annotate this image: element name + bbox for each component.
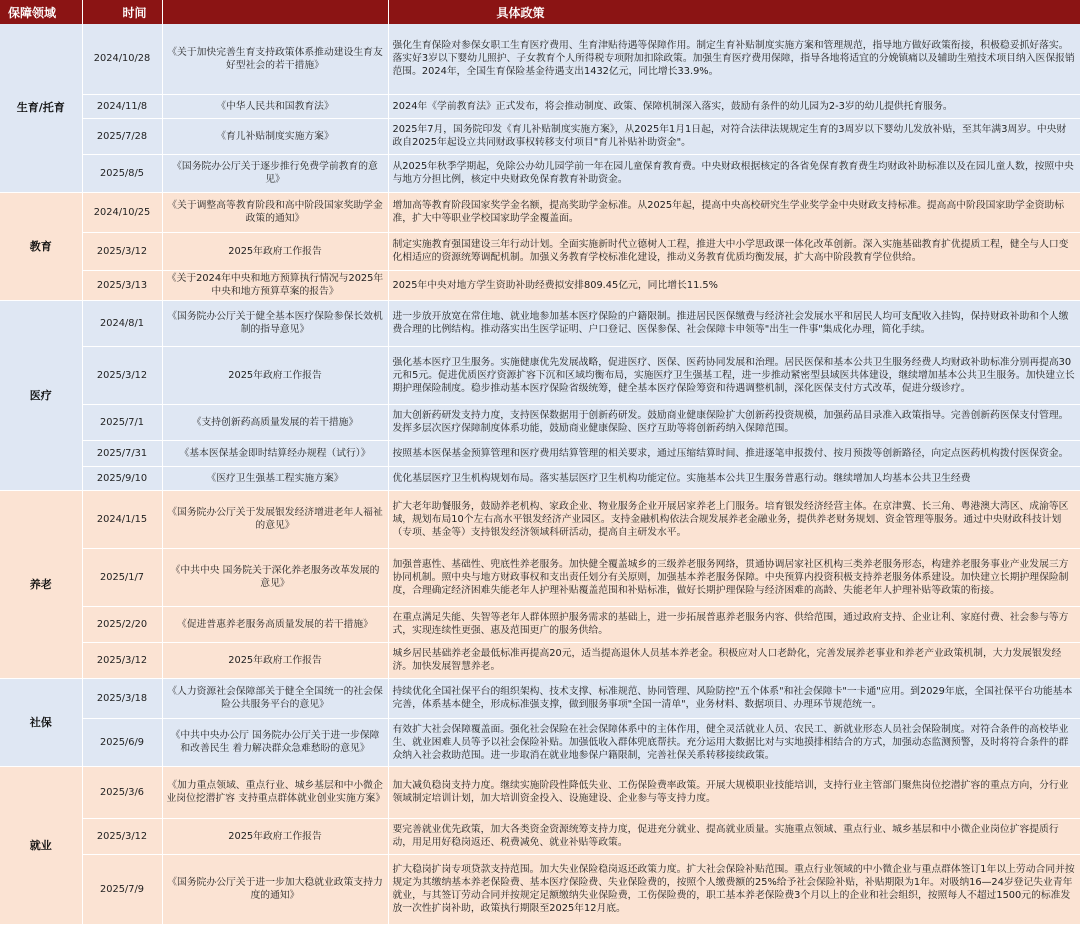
table-row [0, 678, 1080, 718]
document-cell: 《人力资源社会保障部关于健全全国统一的社会保险公共服务平台的意见》 [162, 678, 388, 718]
date-cell: 2024/10/25 [82, 192, 162, 232]
date-cell: 2024/1/15 [82, 490, 162, 548]
table-row [0, 466, 1080, 490]
date-cell: 2025/3/13 [82, 270, 162, 300]
table-row [0, 94, 1080, 118]
table-row [0, 642, 1080, 678]
document-cell: 《加力重点领域、重点行业、城乡基层和中小微企业岗位挖潜扩容 支持重点群体就业创业实施方案》 [162, 766, 388, 818]
policy-cell: 加强普惠性、基础性、兜底性养老服务。加快健全覆盖城乡的三级养老服务网络，贯通协调居家社区机构三类养老服务形态，构建养老服务事业产业发展三方协同机制。照中央与地方财政事权和支出责任划分有关原则，加强基本养老服务保障。中央预算内投资积极支持养老服务体系建设。加快建立长期护理保险制度，合理确定经济困难失能老年人护理补贴覆盖范围和补贴标准，做好长期护理保险与经济困难的高龄、失能老年人护理补贴等政策的衔接。 [388, 548, 1080, 606]
document-cell: 《国务院办公厅关于进一步加大稳就业政策支持力度的通知》 [162, 854, 388, 924]
date-cell: 2025/3/18 [82, 678, 162, 718]
table-row [0, 718, 1080, 766]
table-row [0, 490, 1080, 548]
document-cell: 《促进普惠养老服务高质量发展的若干措施》 [162, 606, 388, 642]
domain-cell: 养老 [0, 490, 82, 678]
table-row [0, 766, 1080, 818]
domain-cell: 社保 [0, 678, 82, 766]
date-cell: 2025/7/9 [82, 854, 162, 924]
table-row [0, 606, 1080, 642]
policy-cell: 加大创新药研发支持力度，支持医保数据用于创新药研发。鼓励商业健康保险扩大创新药投资规模，加强药品目录准入政策指导。完善创新药医保支付管理。发挥多层次医疗保障制度体系功能，鼓励商业健康保险、医疗互助等将创新药纳入保障范围。 [388, 404, 1080, 440]
policy-cell: 扩大老年助餐服务，鼓励养老机构、家政企业、物业服务企业开展居家养老上门服务。培育银发经济经营主体。在京津冀、长三角、粤港澳大湾区、成渝等区域，规划布局10个左右高水平银发经济产业园区。支持金融机构依法合规发展养老金融业务，提供养老财务规划、资金管理等服务。通过中央财政科技计划（专项、基金等）支持银发经济领域科研活动，提高自主研发水平。 [388, 490, 1080, 548]
table-row [0, 346, 1080, 404]
domain-cell: 医疗 [0, 300, 82, 490]
date-cell: 2024/11/8 [82, 94, 162, 118]
table-header [0, 0, 1080, 24]
document-cell: 《国务院办公厅关于发展银发经济增进老年人福祉的意见》 [162, 490, 388, 548]
table-row [0, 548, 1080, 606]
date-cell: 2025/1/7 [82, 548, 162, 606]
date-cell: 2025/3/6 [82, 766, 162, 818]
date-cell: 2025/2/20 [82, 606, 162, 642]
policy-cell: 进一步放开放宽在常住地、就业地参加基本医疗保险的户籍限制。推进居民医保缴费与经济社会发展水平和居民人均可支配收入挂钩，保持财政补助和个人缴费合理的比例结构。推动落实出生医学证明、户口登记、医保参保、社会保障卡申领等"出生一件事"集成化办理，简化手续。 [388, 300, 1080, 346]
date-cell: 2025/9/10 [82, 466, 162, 490]
policy-cell: 2025年7月，国务院印发《育儿补贴制度实施方案》，从2025年1月1日起，对符合法律法规规定生育的3周岁以下婴幼儿发放补贴，至其年满3周岁。中央财政自2025年起设立共同财政事权转移支付项目"育儿补贴补助资金"。 [388, 118, 1080, 154]
table-row [0, 440, 1080, 466]
policy-cell: 有效扩大社会保障覆盖面。强化社会保险在社会保障体系中的主体作用，健全灵活就业人员、农民工、新就业形态人员社会保险制度。对符合条件的高校毕业生、就业困难人员等予以社会保险补贴。加强低收入群体兜底帮扶。充分运用大数据比对与实地摸排相结合的方式，加强动态监测预警，及时将符合条件的群众纳入社会救助范围。进一步取消在就业地参保户籍限制，完善社保关系转移接续政策。 [388, 718, 1080, 766]
table-row [0, 192, 1080, 232]
header-date: 时间 [82, 0, 162, 24]
date-cell: 2025/3/12 [82, 232, 162, 270]
table-row [0, 154, 1080, 192]
document-cell: 2025年政府工作报告 [162, 642, 388, 678]
table-row [0, 232, 1080, 270]
policy-cell: 强化生育保险对参保女职工生育医疗费用、生育津贴待遇等保障作用。制定生育补贴制度实施方案和管理规范，指导地方做好政策衔接，积极稳妥抓好落实。落实好3岁以下婴幼儿照护、子女教育个人所得税专项附加扣除政策。加强生育医疗费用保障，指导各地将适宜的分娩镇痛以及辅助生殖技术项目纳入医保报销范围。2024年，全国生育保险基金待遇支出1432亿元，同比增长33.9%。 [388, 24, 1080, 94]
policy-cell: 2025年中央对地方学生资助补助经费拟安排809.45亿元，同比增长11.5% [388, 270, 1080, 300]
document-cell: 2025年政府工作报告 [162, 346, 388, 404]
date-cell: 2025/3/12 [82, 818, 162, 854]
table-row [0, 270, 1080, 300]
document-cell: 2025年政府工作报告 [162, 232, 388, 270]
header-policy: 具体政策 [388, 0, 1080, 24]
date-cell: 2025/7/31 [82, 440, 162, 466]
date-cell: 2024/10/28 [82, 24, 162, 94]
policy-cell: 制定实施教育强国建设三年行动计划。全面实施新时代立德树人工程，推进大中小学思政课一体化改革创新。深入实施基础教育扩优提质工程，健全与人口变化相适应的资源统筹调配机制。加强义务教育学校标准化建设，推动义务教育优质均衡发展，扩大高中阶段教育学位供给。 [388, 232, 1080, 270]
domain-cell: 教育 [0, 192, 82, 300]
table-row [0, 118, 1080, 154]
document-cell: 《中共中央办公厅 国务院办公厅关于进一步保障和改善民生 着力解决群众急难愁盼的意见》 [162, 718, 388, 766]
document-cell: 《中共中央 国务院关于深化养老服务改革发展的意见》 [162, 548, 388, 606]
policy-cell: 按照基本医保基金预算管理和医疗费用结算管理的相关要求，通过压缩结算时间、推进逐笔申报拨付、按月预拨等创新路径，向定点医药机构拨付医保资金。 [388, 440, 1080, 466]
table-row [0, 24, 1080, 94]
policy-cell: 加大减负稳岗支持力度。继续实施阶段性降低失业、工伤保险费率政策。开展大规模职业技能培训，支持行业主管部门聚焦岗位挖潜扩容的重点方向，分行业领域制定培训计划，加大培训资金投入、设施建设、企业参与等支持力度。 [388, 766, 1080, 818]
table-row [0, 300, 1080, 346]
date-cell: 2025/7/1 [82, 404, 162, 440]
date-cell: 2025/8/5 [82, 154, 162, 192]
table-row [0, 818, 1080, 854]
document-cell: 《国务院办公厅关于健全基本医疗保险参保长效机制的指导意见》 [162, 300, 388, 346]
date-cell: 2025/3/12 [82, 346, 162, 404]
header-domain: 保障领域 [0, 0, 82, 24]
date-cell: 2025/6/9 [82, 718, 162, 766]
policy-cell: 要完善就业优先政策，加大各类资金资源统筹支持力度，促进充分就业、提高就业质量。实施重点领域、重点行业、城乡基层和中小微企业岗位扩容提质行动，用足用好稳岗返还、税费减免、就业补贴等政策。 [388, 818, 1080, 854]
policy-cell: 强化基本医疗卫生服务。实施健康优先发展战略，促进医疗、医保、医药协同发展和治理。居民医保和基本公共卫生服务经费人均财政补助标准分别再提高30元和5元。促进优质医疗资源扩容下沉和区域均衡布局，实施医疗卫生强基工程，进一步推动紧密型县域医共体建设，继续增加基本公共卫生服务。加快建立长期护理保险制度。稳步推动基本医疗保险省级统筹，健全基本医疗保险筹资和待遇调整机制，深化医保支付方式改革，促进分级诊疗。 [388, 346, 1080, 404]
document-cell: 《育儿补贴制度实施方案》 [162, 118, 388, 154]
table-body [0, 24, 1080, 924]
policy-cell: 持续优化全国社保平台的组织架构、技术支撑、标准规范、协同管理、风险防控"五个体系"和社会保障卡"一卡通"应用。到2029年底，全国社保平台功能基本完善，体系基本健全，形成标准强支撑，做到服务事项"全国一清单"，业务材料、数据项目、办理环节规范统一。 [388, 678, 1080, 718]
date-cell: 2025/3/12 [82, 642, 162, 678]
table-row [0, 404, 1080, 440]
policy-cell: 优化基层医疗卫生机构规划布局。落实基层医疗卫生机构功能定位。实施基本公共卫生服务普惠行动。继续增加人均基本公共卫生经费 [388, 466, 1080, 490]
policy-cell: 城乡居民基础养老金最低标准再提高20元，适当提高退休人员基本养老金。积极应对人口老龄化，完善发展养老事业和养老产业政策机制，大力发展银发经济。加快发展智慧养老。 [388, 642, 1080, 678]
date-cell: 2025/7/28 [82, 118, 162, 154]
policy-cell: 在重点满足失能、失智等老年人群体照护服务需求的基础上，进一步拓展普惠养老服务内容、供给范围，通过政府支持、企业让利、家庭付费、社会参与等方式，实现连续性更强、惠及范围更广的服务供给。 [388, 606, 1080, 642]
policy-cell: 从2025年秋季学期起，免除公办幼儿园学前一年在园儿童保育教育费。中央财政根据核定的各省免保育教育费生均财政补助标准以及在园儿童人数，按照中央与地方分担比例，核定中央财政免保育教育补助资金。 [388, 154, 1080, 192]
document-cell: 《关于2024年中央和地方预算执行情况与2025年中央和地方预算草案的报告》 [162, 270, 388, 300]
date-cell: 2024/8/1 [82, 300, 162, 346]
domain-cell: 生育/托育 [0, 24, 82, 192]
document-cell: 《关于加快完善生育支持政策体系推动建设生育友好型社会的若干措施》 [162, 24, 388, 94]
policy-cell: 2024年《学前教育法》正式发布，将会推动制度、政策、保障机制深入落实，鼓励有条件的幼儿园为2-3岁的幼儿提供托育服务。 [388, 94, 1080, 118]
domain-cell: 就业 [0, 766, 82, 924]
document-cell: 《关于调整高等教育阶段和高中阶段国家奖助学金政策的通知》 [162, 192, 388, 232]
document-cell: 《支持创新药高质量发展的若干措施》 [162, 404, 388, 440]
document-cell: 《基本医保基金即时结算经办规程（试行）》 [162, 440, 388, 466]
document-cell: 《国务院办公厅关于逐步推行免费学前教育的意见》 [162, 154, 388, 192]
policy-cell: 增加高等教育阶段国家奖学金名额，提高奖助学金标准。从2025年起，提高中央高校研究生学业奖学金中央财政支持标准。提高高中阶段国家助学金资助标准，扩大中等职业学校国家助学金覆盖面。 [388, 192, 1080, 232]
document-cell: 2025年政府工作报告 [162, 818, 388, 854]
header-document [162, 0, 388, 24]
document-cell: 《医疗卫生强基工程实施方案》 [162, 466, 388, 490]
document-cell: 《中华人民共和国教育法》 [162, 94, 388, 118]
policy-cell: 扩大稳岗扩岗专项贷款支持范围。加大失业保险稳岗返还政策力度。扩大社会保险补贴范围。重点行业领域的中小微企业与重点群体签订1年以上劳动合同并按规定为其缴纳基本养老保险费、基本医疗保险费、失业保险费的，按照个人缴费额的25%给予社会保险补贴，补贴期限为1年。对吸纳16—24岁登记失业青年就业，与其签订劳动合同并按规定足额缴纳失业保险费，工伤保险费的，职工基本养老保险费3个月以上的企业和社会组织，按照每人不超过1500元的标准发放一次性扩岗补助，政策执行期限至2025年12月底。 [388, 854, 1080, 924]
table-row [0, 854, 1080, 924]
